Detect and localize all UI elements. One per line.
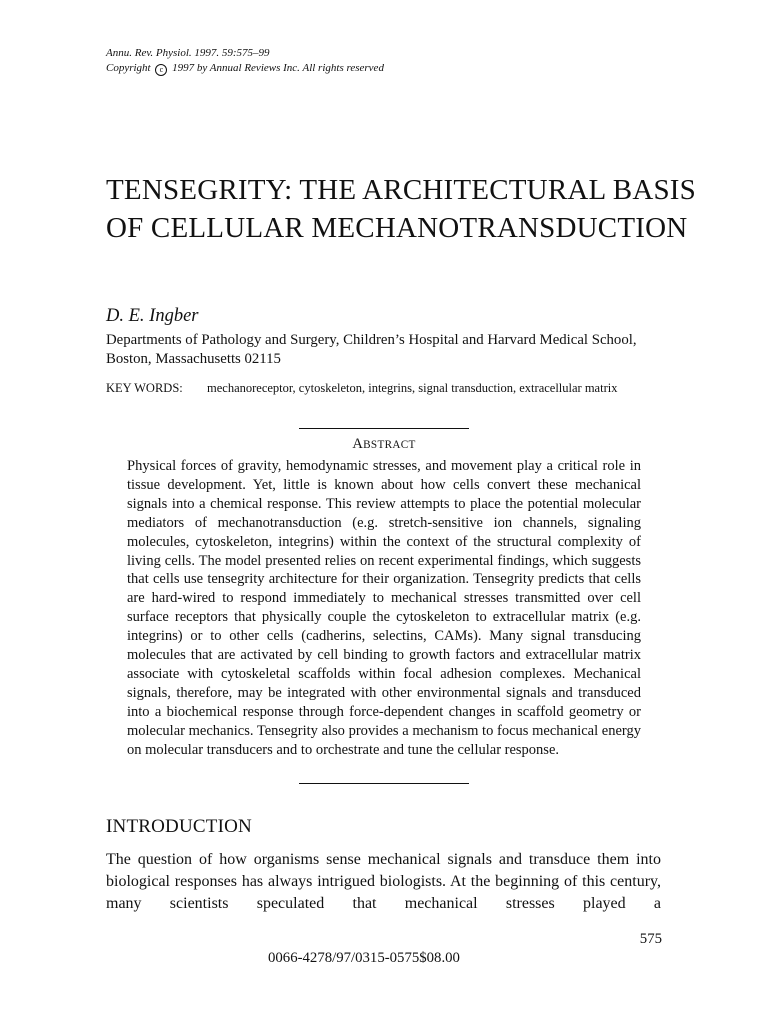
abstract-heading-initial: A (352, 436, 364, 452)
abstract-heading-rest: BSTRACT (363, 439, 416, 451)
journal-line: Annu. Rev. Physiol. 1997. 59:575–99 (106, 47, 270, 59)
abstract-heading (299, 436, 469, 453)
copyright-suffix: 1997 by Annual Reviews Inc. All rights reserved (172, 61, 384, 74)
keywords-label: KEY WORDS: (106, 381, 183, 395)
keywords-list: mechanoreceptor, cytoskeleton, integrins, signal transduction, extracellular matrix (207, 381, 618, 395)
abstract-top-rule (299, 428, 469, 429)
article-code: 0066-4278/97/0315-0575$08.00 (268, 950, 460, 966)
journal-citation (106, 46, 384, 76)
copyright-line (106, 61, 384, 76)
introduction-text: The question of how organisms sense mechanical signals and transduce them into biological responses has always intrigued biologists. At the beginning of this century, many scientists speculated that mechanical stresses played a (106, 851, 661, 912)
introduction-heading: INTRODUCTION (106, 816, 252, 837)
abstract-text: Physical forces of gravity, hemodynamic stresses, and movement play a critical role in tissue development. Yet, little is known about how cells convert these mechanical signals into a chemical response. This review attempts to place the potential molecular mediators of mechanotransduction (e.g. stretch-sensitive ion channels, signaling molecules, cytoskeleton, integrins) within the context of the structural complexity of living cells. The model presented relies on recent experimental findings, which suggests that cells use tensegrity architecture for their organization. Tensegrity predicts that cells are hard-wired to respond immediately to mechanical stresses transmitted over cell surface receptors that physically couple the cytoskeleton to extracellular matrix (e.g. integrins) or to other cells (cadherins, selectins, CAMs). Many signal transducing molecules that are activated by cell binding to growth factors and extracellular matrix associate with cytoskeletal scaffolds within focal adhesion complexes. Mechanical signals, therefore, may be integrated with other environmental signals and transduced into a biochemical response through force-dependent changes in scaffold geometry or molecular mechanics. Tensegrity also provides a mechanism to focus mechanical energy on molecular transducers and to orchestrate and tune the cellular response. (127, 458, 641, 758)
article-title: TENSEGRITY: THE ARCHITECTURAL BASIS OF CELLULAR MECHANOTRANSDUCTION (106, 174, 696, 244)
author-name: D. E. Ingber (106, 306, 199, 326)
page-number: 575 (639, 931, 662, 947)
author-affiliation: Departments of Pathology and Surgery, Children’s Hospital and Harvard Medical School, Boston, Massachusetts 02115 (106, 332, 637, 367)
copyright-icon: c (155, 64, 167, 76)
copyright-prefix: Copyright (106, 61, 151, 74)
abstract-bottom-rule (299, 783, 469, 784)
